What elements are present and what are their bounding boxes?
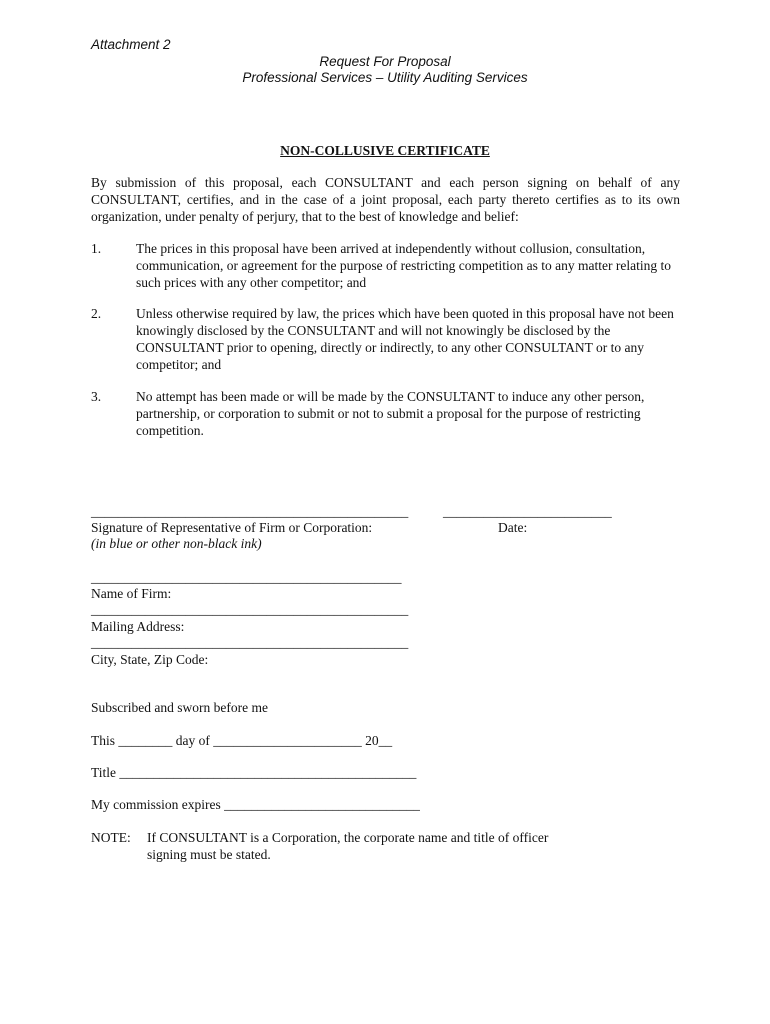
title-line: Title ____________________________________________ [91,765,417,780]
day-line: This ________ day of ______________________ 20__ [91,733,393,748]
item-number: 1. [91,241,102,256]
certificate-title: NON-COLLUSIVE CERTIFICATE [280,143,490,158]
note-text-line-1: If CONSULTANT is a Corporation, the corporate name and title of officer [147,830,549,845]
firm-name-line: ______________________________________________ [91,570,402,585]
ink-note: (in blue or other non-black ink) [91,536,262,551]
item-number: 3. [91,389,102,404]
mailing-address-line: _______________________________________________ [91,602,409,617]
sworn-statement: Subscribed and sworn before me [91,700,268,715]
date-label: Date: [498,520,528,535]
firm-name-label: Name of Firm: [91,586,172,601]
signature-line: _______________________________________________ [91,504,409,519]
commission-line: My commission expires _____________________________ [91,797,420,812]
certificate-intro: By submission of this proposal, each CONSULTANT and each person signing on behalf of any CONSULTANT, certifies, and in the case of a joint proposal, each party thereto certifies as to its own organization, under penalty of perjury, that to the best of knowledge and belief: [91,175,680,224]
date-line: _________________________ [443,504,612,519]
rfp-subtitle: Professional Services – Utility Auditing Services [242,70,528,85]
attachment-label: Attachment 2 [91,37,171,52]
city-state-zip-label: City, State, Zip Code: [91,652,209,667]
item-text: The prices in this proposal have been arrived at independently without collusion, consultation, communication, or agreement for the purpose of restricting competition as to any matter relating to such prices with any other competitor; and [136,241,671,290]
signature-label: Signature of Representative of Firm or Corporation: [91,520,373,535]
rfp-title: Request For Proposal [319,54,451,69]
note-text [147,829,587,863]
item-text: No attempt has been made or will be made by the CONSULTANT to induce any other person, partnership, or corporation to submit or not to submit a proposal for the purpose of restricting competition. [136,389,645,438]
item-text: Unless otherwise required by law, the prices which have been quoted in this proposal have not been knowingly disclosed by the CONSULTANT and will not knowingly be disclosed by the CONSULTANT prior to opening, directly or indirectly, to any other CONSULTANT or to any competitor; and [136,306,674,372]
city-state-zip-line: _______________________________________________ [91,635,409,650]
item-number: 2. [91,306,102,321]
note-text-line-2: signing must be stated. [147,847,271,862]
mailing-address-label: Mailing Address: [91,619,185,634]
note-label: NOTE: [91,830,131,845]
